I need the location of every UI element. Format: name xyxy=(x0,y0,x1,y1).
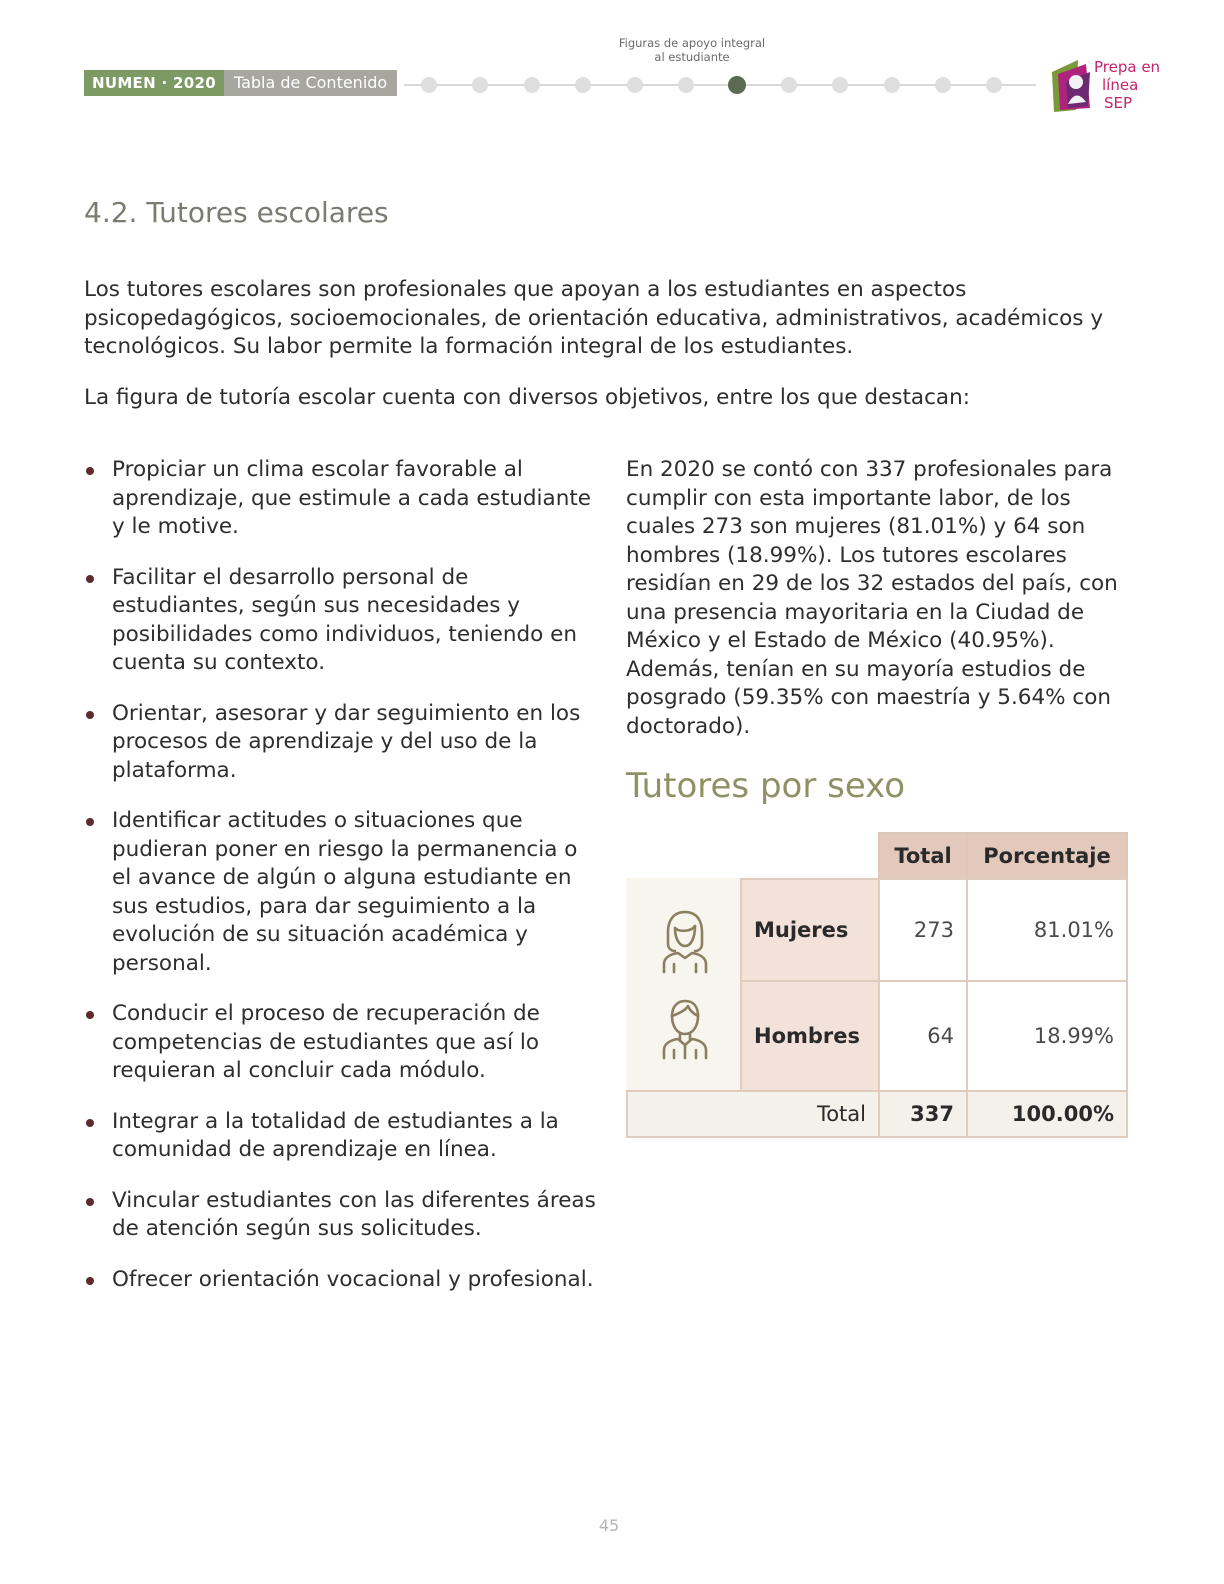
list-item: Identificar actitudes o situaciones que pudieran poner en riesgo la permanencia o el avance de algún o alguna estudiante en sus estudios, para dar seguimiento a la evolución de su situación académica y personal. xyxy=(84,807,599,978)
objectives-intro: La figura de tutoría escolar cuenta con diversos objetivos, entre los que destacan: xyxy=(84,385,970,410)
bullet-icon xyxy=(86,1119,94,1127)
list-item: Vincular estudiantes con las diferentes áreas de atención según sus solicitudes. xyxy=(84,1187,599,1244)
row-label-men: Hombres xyxy=(740,980,880,1092)
table-of-contents-link[interactable]: Tabla de Contenido xyxy=(224,70,397,96)
list-item: Propiciar un clima escolar favorable al aprendizaje, que estimule a cada estudiante y le motive. xyxy=(84,456,599,542)
intro-paragraph: Los tutores escolares son profesionales que apoyan a los estudiantes en aspectos psicopedagógicos, socioemocionales, de orientación educativa, administrativos, académicos y tecnológicos. Su labor permite la formación integral de los estudiantes. xyxy=(84,277,1104,359)
column-header-percentage: Porcentaje xyxy=(966,832,1128,880)
progress-step[interactable] xyxy=(678,77,694,93)
progress-step[interactable] xyxy=(935,77,951,93)
list-item: Facilitar el desarrollo personal de estudiantes, según sus necesidades y posibilidades como individuos, teniendo en cuenta su contexto. xyxy=(84,564,599,678)
total-row-label: Total xyxy=(626,1090,880,1138)
prepa-en-linea-logo xyxy=(1046,52,1161,116)
man-icon xyxy=(660,998,710,1060)
list-item: Orientar, asesorar y dar seguimiento en los procesos de aprendizaje y del uso de la plataforma. xyxy=(84,700,599,786)
numen-badge: NUMEN · 2020 xyxy=(84,70,224,96)
progress-step[interactable] xyxy=(524,77,540,93)
bullet-icon xyxy=(86,818,94,826)
progress-step[interactable] xyxy=(421,77,437,93)
bullet-icon xyxy=(86,1198,94,1206)
total-row-value: 337 xyxy=(878,1090,968,1138)
list-item: Ofrecer orientación vocacional y profesional. xyxy=(84,1266,599,1295)
bullet-icon xyxy=(86,711,94,719)
section-caption-line1: Figuras de apoyo integral xyxy=(618,36,766,50)
page-header xyxy=(0,0,1224,130)
progress-step[interactable] xyxy=(832,77,848,93)
bullet-icon xyxy=(86,1011,94,1019)
table-title: Tutores por sexo xyxy=(626,766,906,806)
page-number: 45 xyxy=(598,1516,620,1535)
row-label-women: Mujeres xyxy=(740,878,880,982)
progress-step-current[interactable] xyxy=(728,76,746,94)
header-badge xyxy=(84,70,397,96)
svg-text:Prepa en: Prepa en xyxy=(1094,58,1161,76)
women-total: 273 xyxy=(878,878,968,982)
bullet-icon xyxy=(86,1277,94,1285)
woman-icon xyxy=(660,908,710,974)
section-caption xyxy=(592,36,792,64)
total-row-percentage: 100.00% xyxy=(966,1090,1128,1138)
svg-text:SEP: SEP xyxy=(1104,94,1133,112)
bullet-icon xyxy=(86,575,94,583)
column-header-total: Total xyxy=(878,832,968,880)
men-total: 64 xyxy=(878,980,968,1092)
statistics-paragraph: En 2020 se contó con 337 profesionales para cumplir con esta importante labor, de los cuales 273 son mujeres (81.01%) y 64 son hombres (18.99%). Los tutores escolares residían en 29 de los 32 estados del país, con una presencia mayoritaria en la Ciudad de México y el Estado de México (40.95%). Además, tenían en su mayoría estudios de posgrado (59.35% con maestría y 5.64% con doctorado). xyxy=(626,457,1118,739)
progress-step[interactable] xyxy=(472,77,488,93)
women-percentage: 81.01% xyxy=(966,878,1128,982)
progress-step[interactable] xyxy=(884,77,900,93)
progress-step[interactable] xyxy=(781,77,797,93)
progress-step[interactable] xyxy=(986,77,1002,93)
section-caption-line2: al estudiante xyxy=(654,50,730,64)
objectives-list xyxy=(84,456,599,1316)
list-item: Integrar a la totalidad de estudiantes a la comunidad de aprendizaje en línea. xyxy=(84,1108,599,1165)
tutors-by-sex-table xyxy=(626,832,1128,1138)
progress-step[interactable] xyxy=(575,77,591,93)
bullet-icon xyxy=(86,467,94,475)
progress-step[interactable] xyxy=(627,77,643,93)
section-title: 4.2. Tutores escolares xyxy=(84,196,389,229)
list-item: Conducir el proceso de recuperación de competencias de estudiantes que así lo requieran al concluir cada módulo. xyxy=(84,1000,599,1086)
men-percentage: 18.99% xyxy=(966,980,1128,1092)
svg-text:línea: línea xyxy=(1102,76,1139,94)
